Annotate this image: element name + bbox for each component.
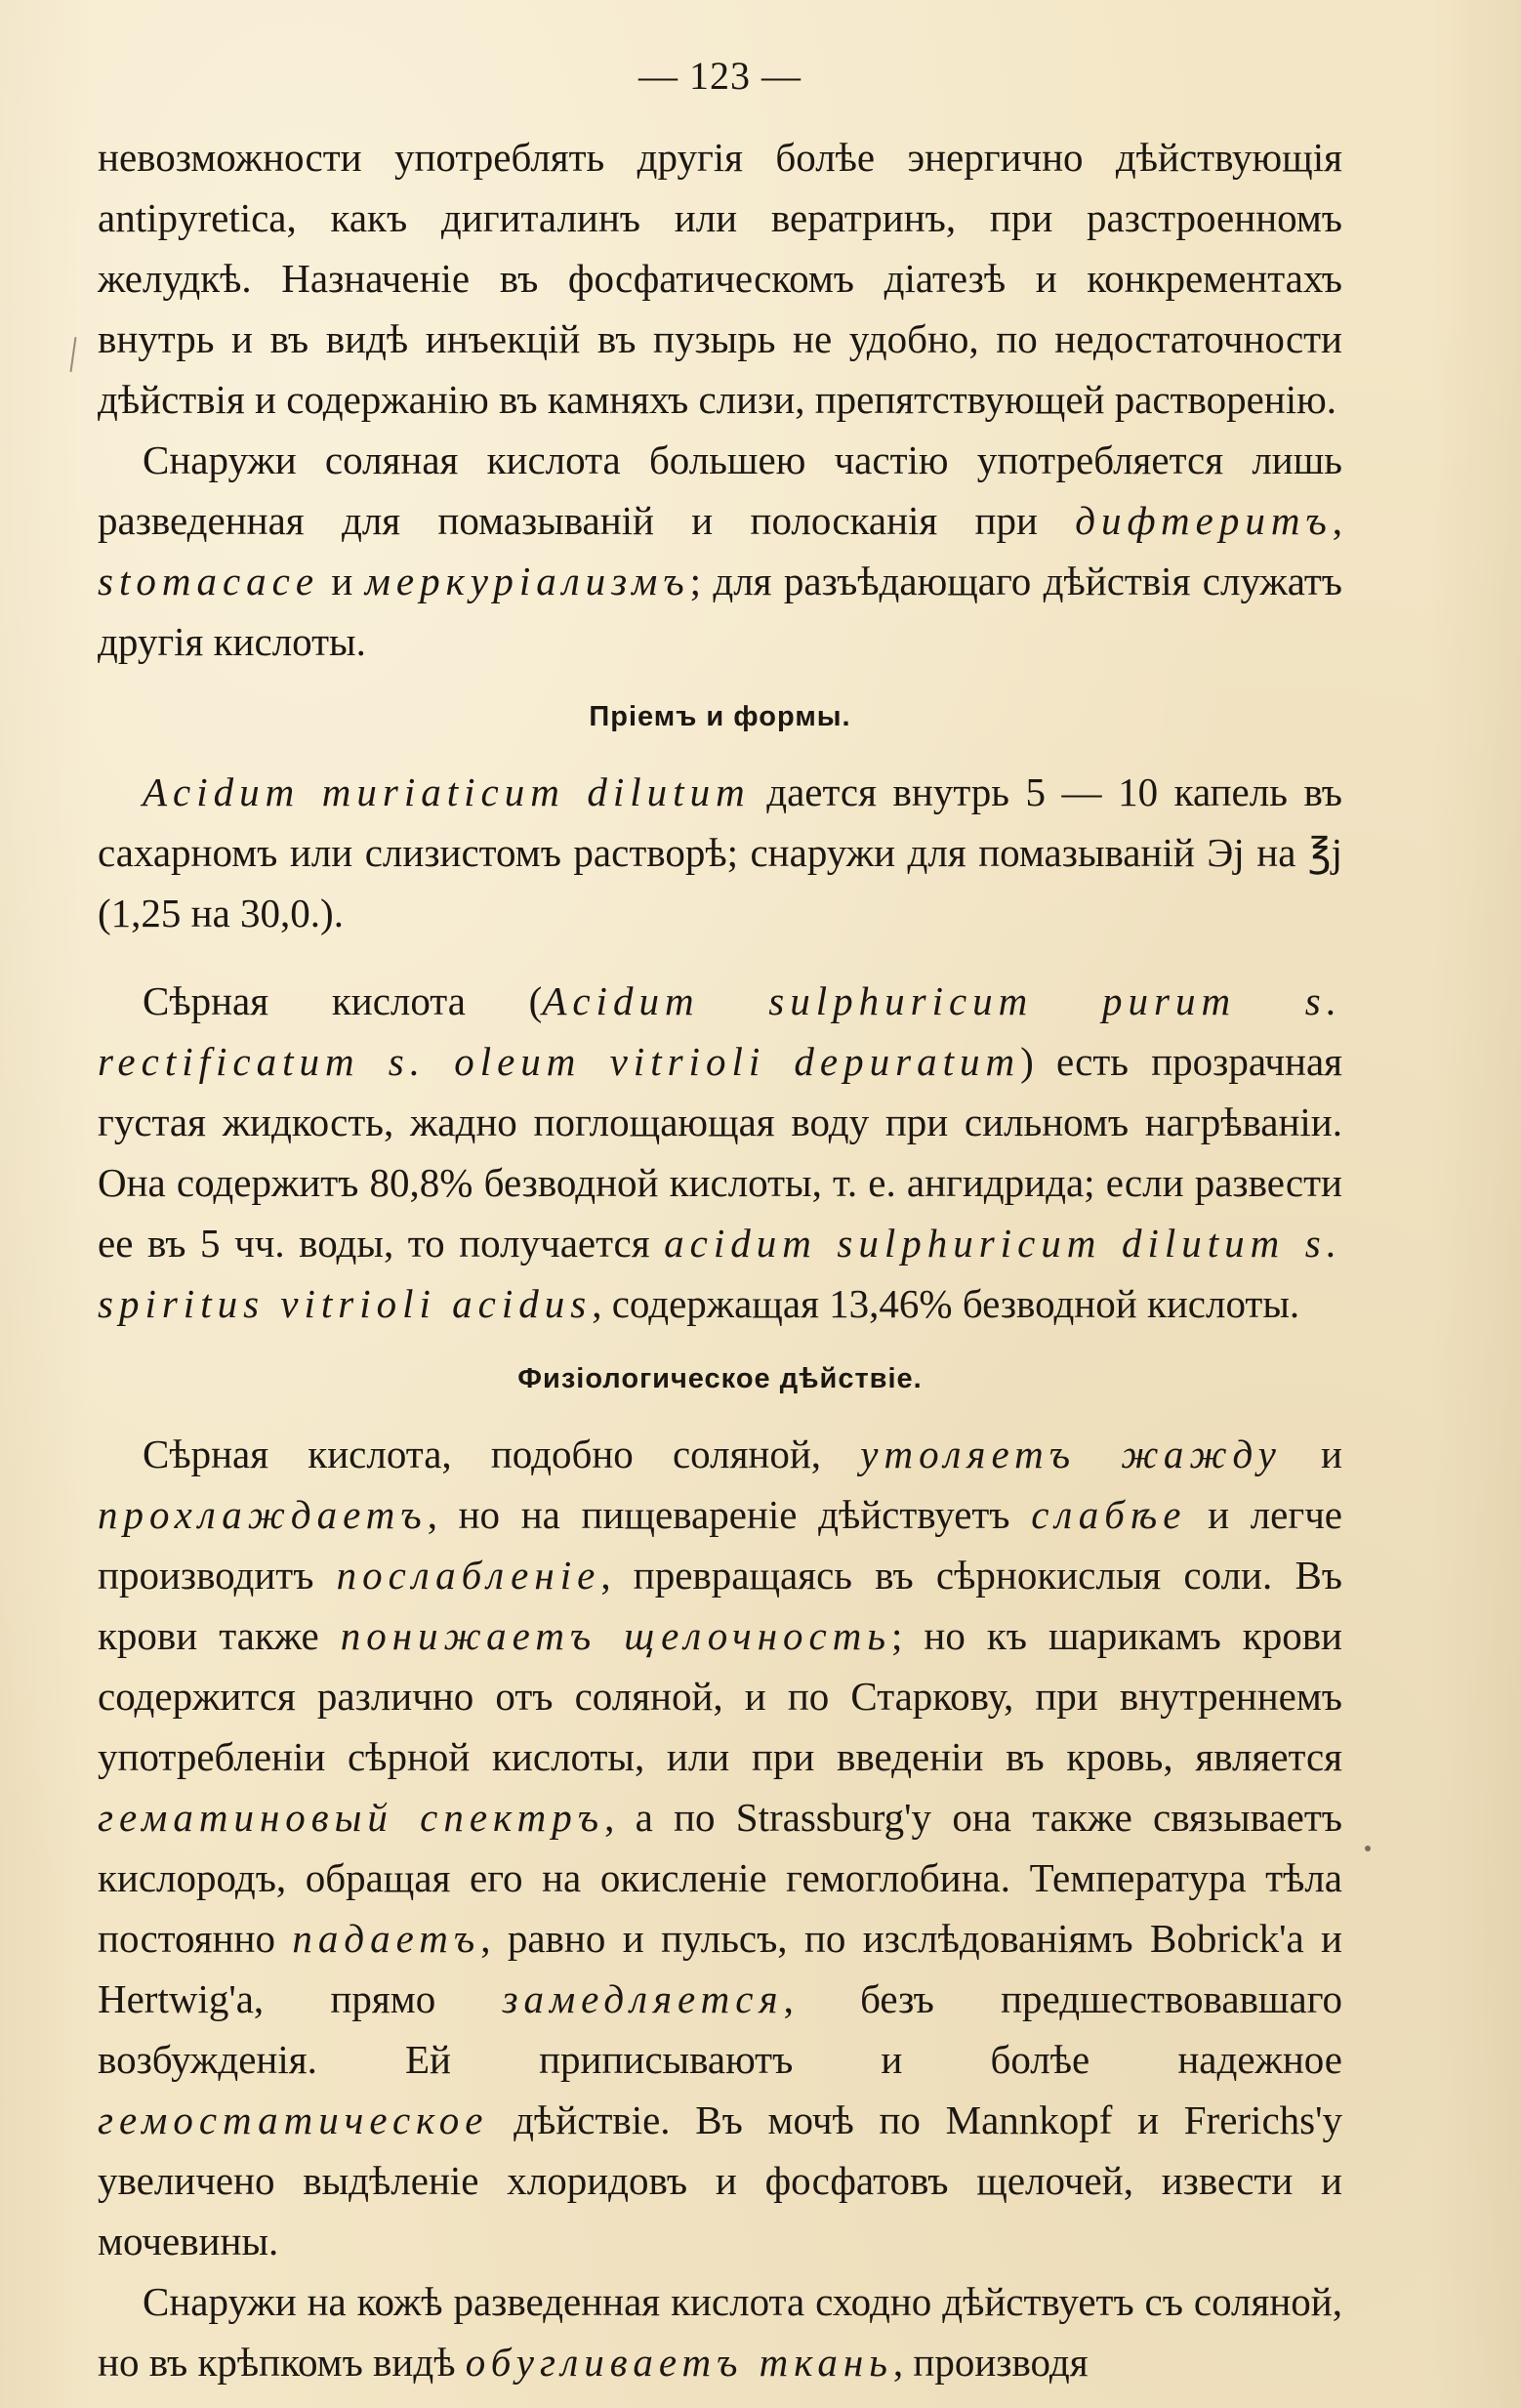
- text-run: , равно и пульсъ, по изслѣдованіямъ Bobrick'а и Hertwig'а, прямо: [98, 1916, 1342, 2021]
- text-run: , но на пищевареніе дѣйствуетъ: [427, 1492, 1032, 1537]
- text-run: ) есть прозрачная густая жидкость, жадно поглощающая воду при сильномъ нагрѣваніи. Она содержитъ 80,8% безводной кислоты, т. е. ангидрида; если развести ее въ 5 чч. воды, то получается: [98, 1039, 1343, 1266]
- text-run: ; но къ шарикамъ крови содержится различно отъ соляной, и по Старкову, при внутреннемъ употребленіи сѣрной кислоты, или при введеніи въ кровь, является: [98, 1613, 1343, 1779]
- text-run: дается внутрь 5 — 10 капель въ сахарномъ или слизистомъ растворѣ; снаружи для помазываній Эj на ℥j (1,25 на 30,0.).: [98, 769, 1342, 935]
- text-run: и легче производитъ: [98, 1492, 1343, 1598]
- emphasis-term: гематиновый спектръ: [98, 1795, 605, 1840]
- paragraph-external-skin: [98, 2271, 1342, 2392]
- text-run: Сѣрная кислота, подобно соляной,: [143, 1432, 861, 1476]
- emphasis-latin-name: acidum sulphuricum dilutum s. spiritus vitrioli acidus: [98, 1221, 1342, 1326]
- text-run: , безъ предшествовавшаго возбужденія. Ей приписываютъ и болѣе надежное: [98, 1976, 1342, 2082]
- emphasis-term: гемостатическое: [98, 2097, 489, 2142]
- text-run: и: [319, 559, 365, 603]
- emphasis-stomacace: stomacace: [98, 559, 320, 603]
- text-run: , производя: [892, 2340, 1089, 2385]
- emphasis-term: послабленіе: [336, 1553, 601, 1598]
- paragraph-dosage: [98, 762, 1342, 943]
- book-page: [98, 49, 1343, 2385]
- text-run: , превращаясь въ сѣрнокислыя соли. Въ крови также: [98, 1553, 1342, 1658]
- emphasis-term: понижаетъ щелочность: [340, 1613, 892, 1658]
- emphasis-diphtheria: дифтеритъ: [1075, 498, 1333, 543]
- page-number: — 123 —: [638, 54, 802, 98]
- section-heading-physiology: Физіологическое дѣйствіе.: [517, 1363, 923, 1394]
- ink-speck: [1365, 1846, 1371, 1851]
- text-run: ,: [1332, 498, 1342, 543]
- text-run: невозможности употреблять другія болѣе энергично дѣйствующія antipyretica, какъ дигиталинъ или вератринъ, при разстроенномъ желудкѣ. Назначеніе въ фосфатическомъ діатезѣ и конкрементахъ внутрь и въ видѣ инъекцій въ пузырь не удобно, по недостаточности дѣйствія и содержанію въ камняхъ слизи, препятствующей растворенію.: [98, 135, 1342, 422]
- text-run: Снаружи на кожѣ разведенная кислота сходно дѣйствуетъ съ соляной, но въ крѣпкомъ видѣ: [98, 2279, 1342, 2385]
- text-run: и: [1281, 1432, 1342, 1476]
- paragraph-external-use: [98, 430, 1342, 672]
- text-run: ; для разъѣдающаго дѣйствія служатъ другія кислоты.: [98, 559, 1342, 664]
- text-run: , а по Strassburg'у она также связываетъ кислородъ, обращая его на окисленіе гемоглобина. Температура тѣла постоянно: [98, 1795, 1342, 1961]
- paragraph-physiology: [98, 1424, 1342, 2271]
- text-run: Снаружи соляная кислота большею частію употребляется лишь разведенная для помазываній и полосканія при: [98, 437, 1342, 543]
- section-heading-dosage: Пріемъ и формы.: [589, 701, 851, 732]
- text-run: , содержащая 13,46% безводной кислоты.: [592, 1281, 1300, 1326]
- emphasis-term: прохлаждаетъ: [98, 1492, 428, 1537]
- emphasis-term: замедляется: [502, 1976, 784, 2021]
- emphasis-term: падаетъ: [292, 1916, 481, 1961]
- paragraph-continuation: [98, 127, 1342, 430]
- text-run: дѣйствіе. Въ мочѣ по Mannkopf и Frerichs'у увеличено выдѣленіе хлоридовъ и фосфатовъ щелочей, извести и мочевины.: [98, 2097, 1342, 2263]
- emphasis-term: слабѣе: [1031, 1492, 1187, 1537]
- margin-pencil-mark: [70, 337, 77, 372]
- emphasis-term: обугливаетъ ткань: [465, 2340, 893, 2385]
- text-run: Сѣрная кислота (: [143, 978, 543, 1023]
- paragraph-sulfuric-acid: [98, 971, 1342, 1334]
- emphasis-mercurialism: меркуріализмъ: [364, 559, 690, 603]
- spacer: [98, 943, 1342, 971]
- emphasis-latin-name: Acidum sulphuricum purum s. rectificatum s. oleum vitrioli depuratum: [98, 978, 1342, 1084]
- emphasis-latin-name: Acidum muriaticum dilutum: [143, 769, 751, 814]
- emphasis-term: утоляетъ жажду: [860, 1432, 1282, 1476]
